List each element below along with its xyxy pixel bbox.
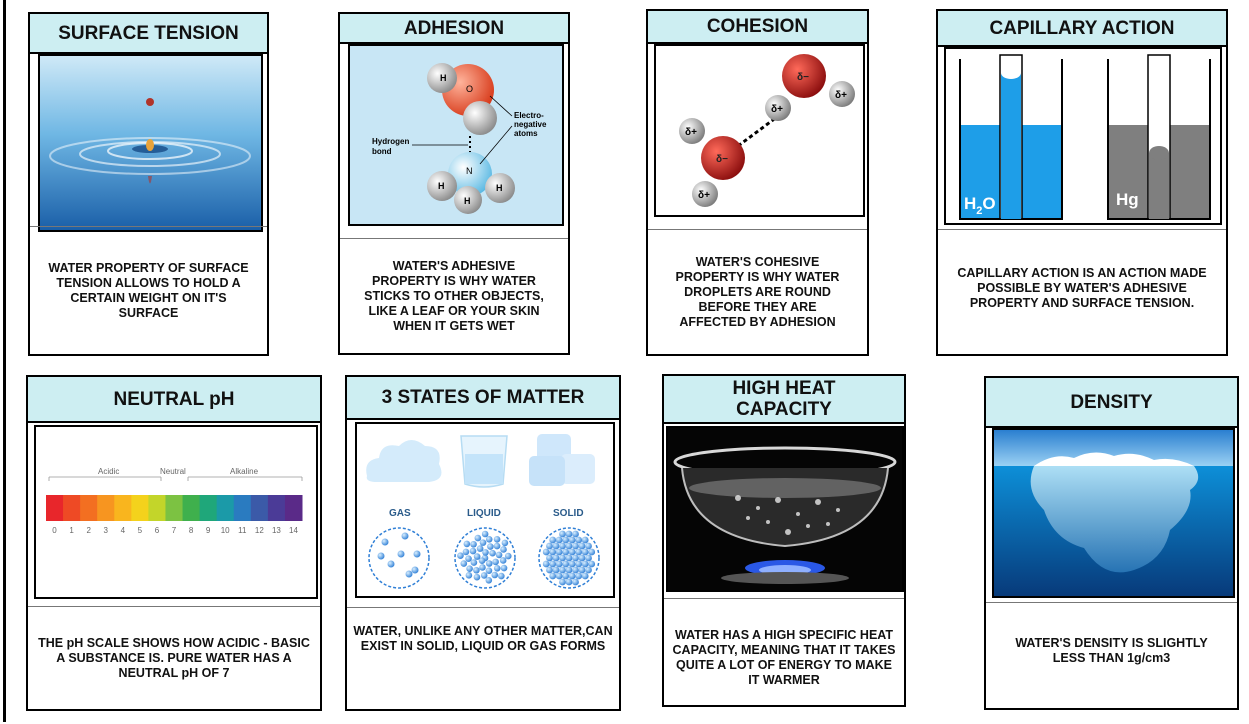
ph-color-band — [131, 495, 149, 521]
molecule — [579, 555, 586, 562]
surface-tension-image — [38, 54, 263, 232]
iceberg-image — [992, 428, 1235, 598]
molecule — [559, 555, 566, 562]
boiling-water-image — [666, 426, 904, 592]
molecule — [559, 543, 566, 550]
card-states-of-matter — [345, 375, 621, 711]
molecule — [562, 537, 569, 544]
molecule — [569, 573, 576, 580]
molecule — [575, 537, 582, 544]
molecule — [559, 531, 566, 538]
ph-color-band — [285, 495, 303, 521]
divider — [340, 238, 568, 239]
label-acidic: Acidic — [98, 467, 120, 476]
card-title: ADHESION — [340, 14, 568, 44]
ph-scale-image — [34, 425, 318, 599]
molecule — [382, 539, 389, 546]
molecule — [482, 531, 489, 538]
svg-text:δ−: δ− — [716, 154, 728, 165]
molecule — [466, 565, 473, 572]
molecule — [501, 565, 508, 572]
capillary-diagram — [944, 47, 1222, 225]
molecule — [414, 551, 421, 558]
svg-text:negative: negative — [514, 120, 547, 129]
card-density — [984, 376, 1239, 710]
adhesion-diagram — [348, 44, 564, 226]
molecule — [546, 555, 553, 562]
ph-scale-number: 11 — [238, 526, 247, 535]
molecule — [572, 531, 579, 538]
label-delta-minus: δ− — [797, 72, 809, 83]
label-solid: SOLID — [553, 508, 584, 519]
svg-text:H: H — [438, 181, 445, 191]
ph-color-band — [148, 495, 166, 521]
ph-scale-number: 7 — [171, 526, 177, 535]
molecule — [569, 549, 576, 556]
molecule — [556, 561, 563, 568]
molecule — [477, 545, 484, 552]
divider — [28, 606, 320, 607]
molecule — [461, 560, 468, 567]
molecule — [549, 537, 556, 544]
molecule — [582, 549, 589, 556]
molecule — [553, 567, 560, 574]
svg-text:atoms: atoms — [514, 129, 538, 138]
molecule — [579, 567, 586, 574]
molecule — [562, 561, 569, 568]
molecule — [553, 543, 560, 550]
card-title: SURFACE TENSION — [30, 14, 267, 54]
molecule — [481, 572, 488, 579]
states-of-matter-image — [355, 422, 615, 598]
molecule — [500, 546, 507, 553]
molecule — [463, 549, 470, 556]
card-description: WATER'S DENSITY IS SLIGHTLY LESS THAN 1g/cm3 — [1015, 636, 1208, 665]
molecule — [572, 567, 579, 574]
card-capillary-action — [936, 9, 1228, 356]
ph-color-band — [63, 495, 81, 521]
molecule — [549, 573, 556, 580]
card-neutral-ph — [26, 375, 322, 711]
molecule — [492, 559, 499, 566]
ph-color-band — [80, 495, 98, 521]
molecule — [457, 552, 464, 559]
molecule — [546, 567, 553, 574]
label-liquid: LIQUID — [467, 508, 501, 519]
card-high-heat-capacity — [662, 374, 906, 707]
molecule — [378, 553, 385, 560]
ph-color-band — [217, 495, 235, 521]
ph-color-band — [268, 495, 286, 521]
molecule — [569, 561, 576, 568]
ph-color-band — [200, 495, 218, 521]
molecule — [473, 567, 480, 574]
molecule — [487, 543, 494, 550]
molecule — [502, 540, 509, 547]
cohesion-diagram — [654, 44, 865, 217]
molecule — [470, 541, 477, 548]
ph-color-band — [97, 495, 115, 521]
molecule — [494, 565, 501, 572]
molecule — [566, 543, 573, 550]
molecule — [559, 579, 566, 586]
divider — [30, 226, 267, 227]
molecule — [479, 564, 486, 571]
card-title: 3 STATES OF MATTER — [347, 377, 619, 420]
molecule — [579, 543, 586, 550]
molecule — [543, 549, 550, 556]
card-description: THE pH SCALE SHOWS HOW ACIDIC - BASIC A SUBSTANCE IS. PURE WATER HAS A NEUTRAL pH OF 7 — [38, 635, 310, 680]
label-o: O — [466, 84, 474, 94]
ph-color-band — [114, 495, 132, 521]
molecule — [482, 549, 489, 556]
molecule — [585, 567, 592, 574]
molecule — [474, 553, 481, 560]
label-electronegative: Electro- — [514, 111, 544, 120]
divider — [938, 229, 1226, 230]
molecule — [582, 537, 589, 544]
ph-scale-number: 13 — [271, 526, 281, 535]
molecule — [486, 560, 493, 567]
ph-scale-number: 10 — [220, 526, 230, 535]
divider — [986, 602, 1237, 603]
molecule — [494, 536, 501, 543]
molecule — [582, 561, 589, 568]
molecule — [543, 561, 550, 568]
molecule — [412, 567, 419, 574]
molecule — [556, 573, 563, 580]
molecule — [585, 543, 592, 550]
card-title: COHESION — [648, 11, 867, 44]
molecule — [491, 572, 498, 579]
molecule — [585, 555, 592, 562]
ph-scale-number: 6 — [154, 526, 160, 535]
molecule — [465, 555, 472, 562]
molecule — [398, 551, 405, 558]
card-description: WATER'S ADHESIVE PROPERTY IS WHY WATER STICKS TO OTHER OBJECTS, LIKE A LEAF OR YOUR SKIN WHEN IT GETS WET — [364, 259, 544, 333]
card-title: NEUTRAL pH — [28, 377, 320, 423]
card-title: DENSITY — [986, 378, 1237, 428]
ph-color-band — [183, 495, 201, 521]
svg-text:H: H — [496, 183, 503, 193]
molecule — [572, 543, 579, 550]
svg-text:δ+: δ+ — [771, 104, 783, 115]
molecule — [559, 567, 566, 574]
ph-scale-number: 9 — [205, 526, 211, 535]
molecule — [489, 550, 496, 557]
svg-text:δ+: δ+ — [698, 190, 710, 201]
card-description: CAPILLARY ACTION IS AN ACTION MADE POSSIBLE BY WATER'S ADHESIVE PROPERTY AND SURFACE TENSION. — [957, 266, 1207, 310]
ph-color-band — [46, 495, 64, 521]
molecule — [402, 533, 409, 540]
label-alkaline: Alkaline — [230, 467, 259, 476]
molecule — [474, 574, 481, 581]
svg-text:H: H — [464, 196, 471, 206]
ph-scale-number: 3 — [103, 526, 108, 535]
molecule — [562, 573, 569, 580]
molecule — [471, 559, 478, 566]
divider — [664, 598, 904, 599]
molecule — [486, 577, 493, 584]
card-surface-tension — [28, 12, 269, 356]
ph-color-band — [251, 495, 269, 521]
svg-text:H2O: $H_2O$ — [964, 194, 996, 217]
molecule — [470, 548, 477, 555]
card-description: WATER, UNLIKE ANY OTHER MATTER,CAN EXIST IN SOLID, LIQUID OR GAS FORMS — [353, 624, 613, 653]
molecule — [588, 549, 595, 556]
molecule — [549, 561, 556, 568]
molecule — [500, 557, 507, 564]
molecule — [575, 549, 582, 556]
molecule — [388, 561, 395, 568]
molecule — [575, 561, 582, 568]
card-title: HIGH HEAT CAPACITY — [664, 376, 904, 424]
ph-scale-number: 4 — [120, 526, 126, 535]
ph-scale-number: 14 — [289, 526, 298, 535]
ph-scale-number: 2 — [86, 526, 91, 535]
ph-color-band — [234, 495, 252, 521]
molecule — [582, 573, 589, 580]
molecule — [475, 535, 482, 542]
molecule — [572, 579, 579, 586]
ph-scale-number: 5 — [137, 526, 143, 535]
molecule — [553, 555, 560, 562]
molecule — [496, 552, 503, 559]
molecule — [546, 543, 553, 550]
molecule — [494, 543, 501, 550]
molecule — [562, 549, 569, 556]
svg-text:δ+: δ+ — [685, 127, 697, 138]
molecule — [498, 573, 505, 580]
molecule — [566, 531, 573, 538]
card-cohesion — [646, 9, 869, 356]
ph-color-band — [165, 495, 183, 521]
molecule — [466, 572, 473, 579]
molecule — [549, 549, 556, 556]
molecule — [556, 537, 563, 544]
molecule — [566, 579, 573, 586]
molecule — [575, 573, 582, 580]
molecule — [566, 567, 573, 574]
molecule — [588, 561, 595, 568]
ph-scale-number: 1 — [69, 526, 74, 535]
molecule — [566, 555, 573, 562]
molecule — [572, 555, 579, 562]
label-n: N — [466, 166, 473, 176]
label-delta-plus: δ+ — [835, 90, 847, 101]
card-description: WATER PROPERTY OF SURFACE TENSION ALLOWS TO HOLD A CERTAIN WEIGHT ON IT'S SURFACE — [48, 261, 249, 320]
molecule — [505, 553, 512, 560]
molecule — [406, 571, 413, 578]
card-description: WATER'S COHESIVE PROPERTY IS WHY WATER DROPLETS ARE ROUND BEFORE THEY ARE AFFECTED BY ADHESION — [675, 255, 840, 329]
molecule — [486, 536, 493, 543]
label-neutral: Neutral — [160, 467, 186, 476]
card-adhesion — [338, 12, 570, 355]
svg-text:bond: bond — [372, 147, 392, 156]
divider — [648, 229, 867, 230]
label-h: H — [440, 73, 447, 83]
molecule — [480, 539, 487, 546]
label-hg: Hg — [1116, 190, 1139, 209]
molecule — [464, 541, 471, 548]
label-gas: GAS — [389, 508, 411, 519]
ph-scale-number: 12 — [254, 526, 264, 535]
divider — [347, 607, 619, 608]
label-h2o: H — [964, 194, 977, 213]
ph-scale-number: 0 — [52, 526, 57, 535]
label-hydrogen-bond: Hydrogen — [372, 137, 410, 146]
molecule — [569, 537, 576, 544]
molecule — [556, 549, 563, 556]
molecule — [486, 567, 493, 574]
card-description: WATER HAS A HIGH SPECIFIC HEAT CAPACITY, MEANING THAT IT TAKES QUITE A LOT OF ENERGY TO MAKE IT WARMER — [672, 628, 896, 687]
card-title: CAPILLARY ACTION — [938, 11, 1226, 47]
ph-scale-number: 8 — [188, 526, 194, 535]
